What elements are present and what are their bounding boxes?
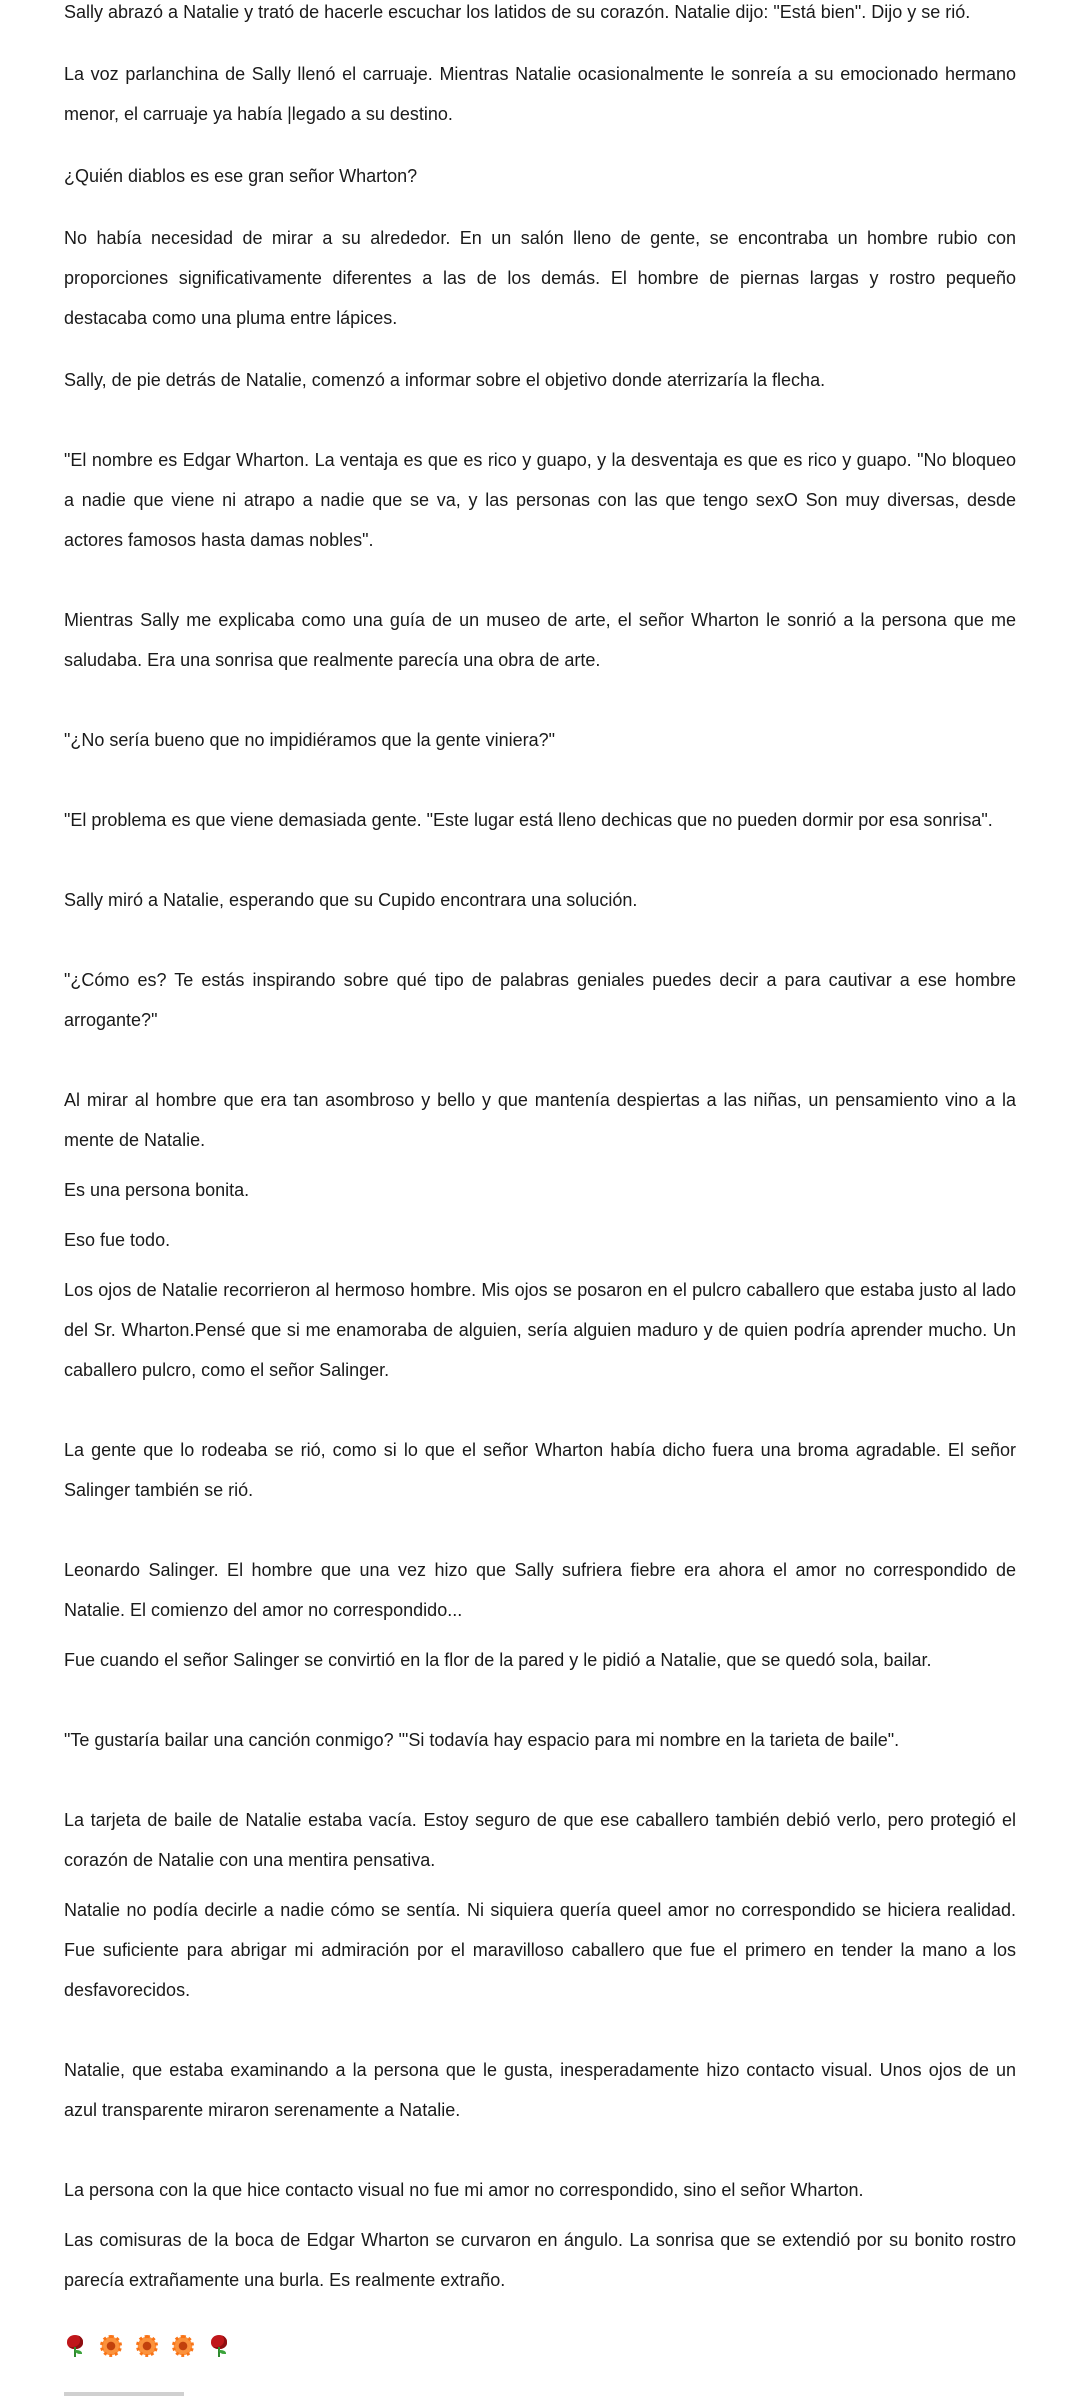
paragraph: "El nombre es Edgar Wharton. La ventaja es que es rico y guapo, y la desventaja es que es rico y guapo. "No bloqueo a nadie que viene ni atrapo a nadie que se va, y las personas con las que tengo sexO Son muy diversas, desde actores famosos hasta damas nobles".: [64, 450, 1016, 550]
rose-icon: [64, 2335, 86, 2357]
paragraph: Leonardo Salinger. El hombre que una vez hizo que Sally sufriera fiebre era ahora el amor no correspondido de Natalie. El comienzo del amor no correspondido...: [64, 1560, 1016, 1620]
paragraph: Al mirar al hombre que era tan asombroso y bello y que mantenía despiertas a las niñas, un pensamiento vino a la mente de Natalie.: [64, 1090, 1016, 1150]
paragraph: Natalie no podía decirle a nadie cómo se sentía. Ni siquiera quería queel amor no correspondido se hiciera realidad. Fue suficiente para abrigar mi admiración por el maravilloso caballero que fue el primero en tender la mano a los desfavorecidos.: [64, 1900, 1016, 2000]
blossom-icon: [172, 2335, 194, 2357]
blossom-icon: [136, 2335, 158, 2357]
paragraph: Las comisuras de la boca de Edgar Wharton se curvaron en ángulo. La sonrisa que se extendió por su bonito rostro parecía extrañamente una burla. Es realmente extraño.: [64, 2230, 1016, 2290]
paragraph: Mientras Sally me explicaba como una guía de un museo de arte, el señor Wharton le sonrió a la persona que me saludaba. Era una sonrisa que realmente parecía una obra de arte.: [64, 610, 1016, 670]
paragraph: ¿Quién diablos es ese gran señor Wharton?: [64, 166, 418, 186]
paragraph: Sally, de pie detrás de Natalie, comenzó a informar sobre el objetivo donde aterrizaría la flecha.: [64, 370, 826, 390]
paragraph: La voz parlanchina de Sally llenó el carruaje. Mientras Natalie ocasionalmente le sonreía a su emocionado hermano menor, el carruaje ya había |legado a su destino.: [64, 64, 1016, 124]
paragraph: "El problema es que viene demasiada gente. "Este lugar está lleno dechicas que no pueden dormir por esa sonrisa".: [64, 810, 993, 830]
paragraph: Los ojos de Natalie recorrieron al hermoso hombre. Mis ojos se posaron en el pulcro caballero que estaba justo al lado del Sr. Wharton.Pensé que si me enamoraba de alguien, sería alguien maduro y de quien podría aprender mucho. Un caballero pulcro, como el señor Salinger.: [64, 1280, 1016, 1380]
next-section-preview: [64, 2390, 184, 2400]
paragraph: Fue cuando el señor Salinger se convirtió en la flor de la pared y le pidió a Natalie, que se quedó sola, bailar.: [64, 1650, 932, 1670]
paragraph: "¿No sería bueno que no impidiéramos que la gente viniera?": [64, 730, 556, 750]
paragraph: La tarjeta de baile de Natalie estaba vacía. Estoy seguro de que ese caballero también debió verlo, pero protegió el corazón de Natalie con una mentira pensativa.: [64, 1810, 1016, 1870]
paragraph: "Te gustaría bailar una canción conmigo? "'Si todavía hay espacio para mi nombre en la tarieta de baile".: [64, 1730, 900, 1750]
paragraph: Natalie, que estaba examinando a la persona que le gusta, inesperadamente hizo contacto visual. Unos ojos de un azul transparente miraron serenamente a Natalie.: [64, 2060, 1016, 2120]
scene-divider: [64, 2326, 1016, 2366]
paragraph: Sally miró a Natalie, esperando que su Cupido encontrara una solución.: [64, 890, 638, 910]
chapter-text: [64, 0, 1016, 2366]
paragraph: Eso fue todo.: [64, 1230, 171, 1250]
blossom-icon: [100, 2335, 122, 2357]
rose-icon: [208, 2335, 230, 2357]
paragraph: La persona con la que hice contacto visual no fue mi amor no correspondido, sino el señor Wharton.: [64, 2180, 864, 2200]
paragraph: Sally abrazó a Natalie y trató de hacerle escuchar los latidos de su corazón. Natalie dijo: "Está bien". Dijo y se rió.: [64, 2, 971, 22]
paragraph: La gente que lo rodeaba se rió, como si lo que el señor Wharton había dicho fuera una broma agradable. El señor Salinger también se rió.: [64, 1440, 1016, 1500]
paragraph: No había necesidad de mirar a su alrededor. En un salón lleno de gente, se encontraba un hombre rubio con proporciones significativamente diferentes a las de los demás. El hombre de piernas largas y rostro pequeño destacaba como una pluma entre lápices.: [64, 228, 1016, 328]
paragraph: "¿Cómo es? Te estás inspirando sobre qué tipo de palabras geniales puedes decir a para cautivar a ese hombre arrogante?": [64, 970, 1016, 1030]
paragraph: Es una persona bonita.: [64, 1180, 250, 1200]
